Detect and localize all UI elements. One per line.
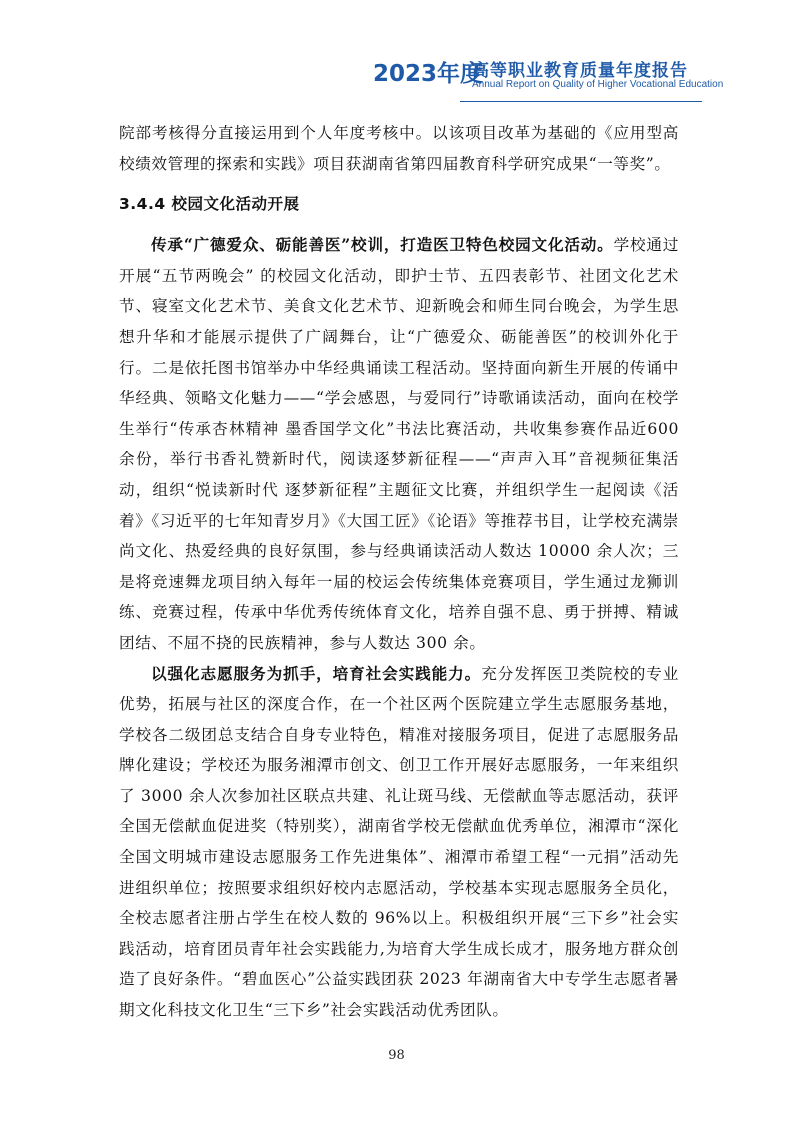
header-title-cn: 高等职业教育质量年度报告 — [472, 61, 688, 81]
paragraph-volunteer-lead: 以强化志愿服务为抓手，培育社会实践能力。 — [151, 663, 482, 683]
header-title-en: Annual Report on Quality of Higher Vocational Education — [472, 79, 724, 90]
page-number: 98 — [388, 1048, 405, 1063]
report-header — [300, 52, 724, 104]
paragraph-culture-text: 学校通过开展“五节两晚会” 的校园文化活动，即护士节、五四表彰节、社团文化艺术节、寝室文化艺术节、美食文化艺术节、迎新晚会和师生同台晚会，为学生思想升华和才能展示提供了广阔舞台，让“广德爱众、砺能善医”的校训外化于行。二是依托图书馆举办中华经典诵读工程活动。坚持面向新生开展的传诵中华经典、领略文化魅力——“学会感恩，与爱同行”诗歌诵读活动，面向在校学生举行“传承杏林精神 墨香国学文化”书法比赛活动，共收集参赛作品近600 余份，举行书香礼赞新时代，阅读逐梦新征程——“声声入耳”音视频征集活动，组织“悦读新时代 逐梦新征程”主题征文比赛，并组织学生一起阅读《活着》《习近平的七年知青岁月》《大国工匠》《论语》等推荐书目，让学校充满崇尚文化、热爱经典的良好氛围，参与经典诵读活动人数达 10000 余人次；三是将竞速舞龙项目纳入每年一届的校运会传统集体竞赛项目，学生通过龙狮训练、竞赛过程，传承中华优秀传统体育文化，培养自强不息、勇于拼搏、精诚团结、不屈不挠的民族精神，参与人数达 300 余。 — [119, 236, 679, 652]
paragraph-volunteer — [119, 659, 679, 1026]
paragraph-culture-lead: 传承“广德爱众、砺能善医”校训，打造医卫特色校园文化活动。 — [151, 235, 614, 255]
paragraph-volunteer-text: 充分发挥医卫类院校的专业优势，拓展与社区的深度合作，在一个社区两个医院建立学生志愿服务基地，学校各二级团总支结合自身专业特色，精准对接服务项目，促进了志愿服务品牌化建设；学校还为服务湘潭市创文、创卫工作开展好志愿服务，一年来组织了 3000 余人次参加社区联点共建、礼让斑马线、无偿献血等志愿活动，获评全国无偿献血促进奖（特别奖），湖南省学校无偿献血优秀单位，湘潭市“深化全国文明城市建设志愿服务工作先进集体”、湘潭市希望工程“一元捐”活动先进组织单位；按照要求组织好校内志愿活动，学校基本实现志愿服务全员化，全校志愿者注册占学生在校人数的 96%以上。积极组织开展“三下乡”社会实践活动，培育团员青年社会实践能力,为培育大学生成长成才，服务地方群众创造了良好条件。“碧血医心”公益实践团获 2023 年湖南省大中专学生志愿者暑期文化科技文化卫生“三下乡”社会实践活动优秀团队。 — [119, 664, 679, 1020]
header-divider — [460, 101, 702, 102]
paragraph-intro: 院部考核得分直接运用到个人年度考核中。以该项目改革为基础的《应用型高校绩效管理的探索和实践》项目获湖南省第四届教育科学研究成果“一等奖”。 — [119, 124, 679, 173]
page-content — [119, 118, 679, 1026]
paragraph-culture — [119, 230, 679, 658]
section-title: 3.4.4 校园文化活动开展 — [119, 195, 300, 214]
header-year: 2023年度 — [373, 61, 484, 87]
